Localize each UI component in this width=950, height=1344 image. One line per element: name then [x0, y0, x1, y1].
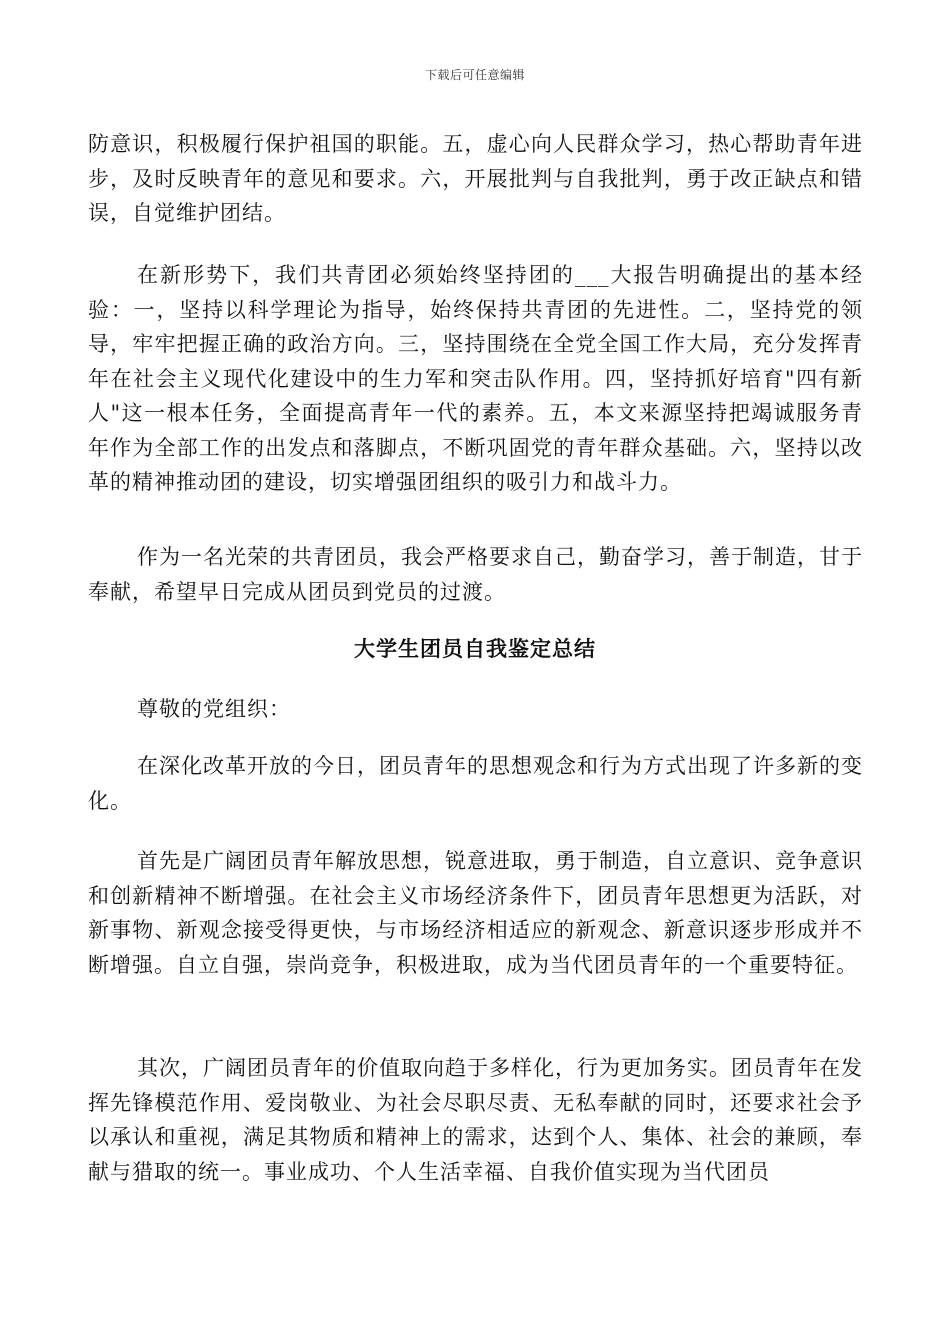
paragraph-second: 其次，广阔团员青年的价值取向趋于多样化，行为更加务实。团员青年在发挥先锋模范作用、爱岗敬业、为社会尽职尽责、无私奉献的同时，还要求社会予以承认和重视，满足其物质和精神上的需求，达到个人、集体、社会的兼顾，奉献与猎取的统一。事业成功、个人生活幸福、自我价值实现为当代团员 [88, 1056, 863, 1184]
paragraph-basic-experience: 在新形势下，我们共青团必须始终坚持团的___大报告明确提出的基本经验：一，坚持以科学理论为指导，始终保持共青团的先进性。二，坚持党的领导，牢牢把握正确的政治方向。三，坚持围绕在全党全国工作大局，充分发挥青年在社会主义现代化建设中的生力军和突击队作用。四，坚持抓好培育"四有新人"这一根本任务，全面提高青年一代的素养。五，本文来源坚持把竭诚服务青年作为全部工作的出发点和落脚点，不断巩固党的青年群众基础。六，坚持以改革的精神推动团的建设，切实增强团组织的吸引力和战斗力。 [88, 263, 863, 494]
paragraph-first: 首先是广阔团员青年解放思想，锐意进取，勇于制造，自立意识、竞争意识和创新精神不断增强。在社会主义市场经济条件下，团员青年思想更为活跃，对新事物、新观念接受得更快，与市场经济相适应的新观念、新意识逐步形成并不断增强。自立自强，崇尚竞争，积极进取，成为当代团员青年的一个重要特征。 [88, 849, 863, 977]
section-title: 大学生团员自我鉴定总结 [354, 636, 596, 661]
page-header: 下载后可任意编辑 [424, 68, 525, 82]
paragraph-continued: 防意识，积极履行保护祖国的职能。五，虚心向人民群众学习，热心帮助青年进步，及时反映青年的意见和要求。六，开展批判与自我批判，勇于改正缺点和错误，自觉维护团结。 [88, 132, 863, 225]
salutation: 尊敬的党组织： [137, 697, 291, 721]
paragraph-changes: 在深化改革开放的今日，团员青年的思想观念和行为方式出现了许多新的变化。 [88, 754, 863, 813]
paragraph-commitment: 作为一名光荣的共青团员，我会严格要求自己，勤奋学习，善于制造，甘于奉献，希望早日完成从团员到党员的过渡。 [88, 545, 863, 604]
